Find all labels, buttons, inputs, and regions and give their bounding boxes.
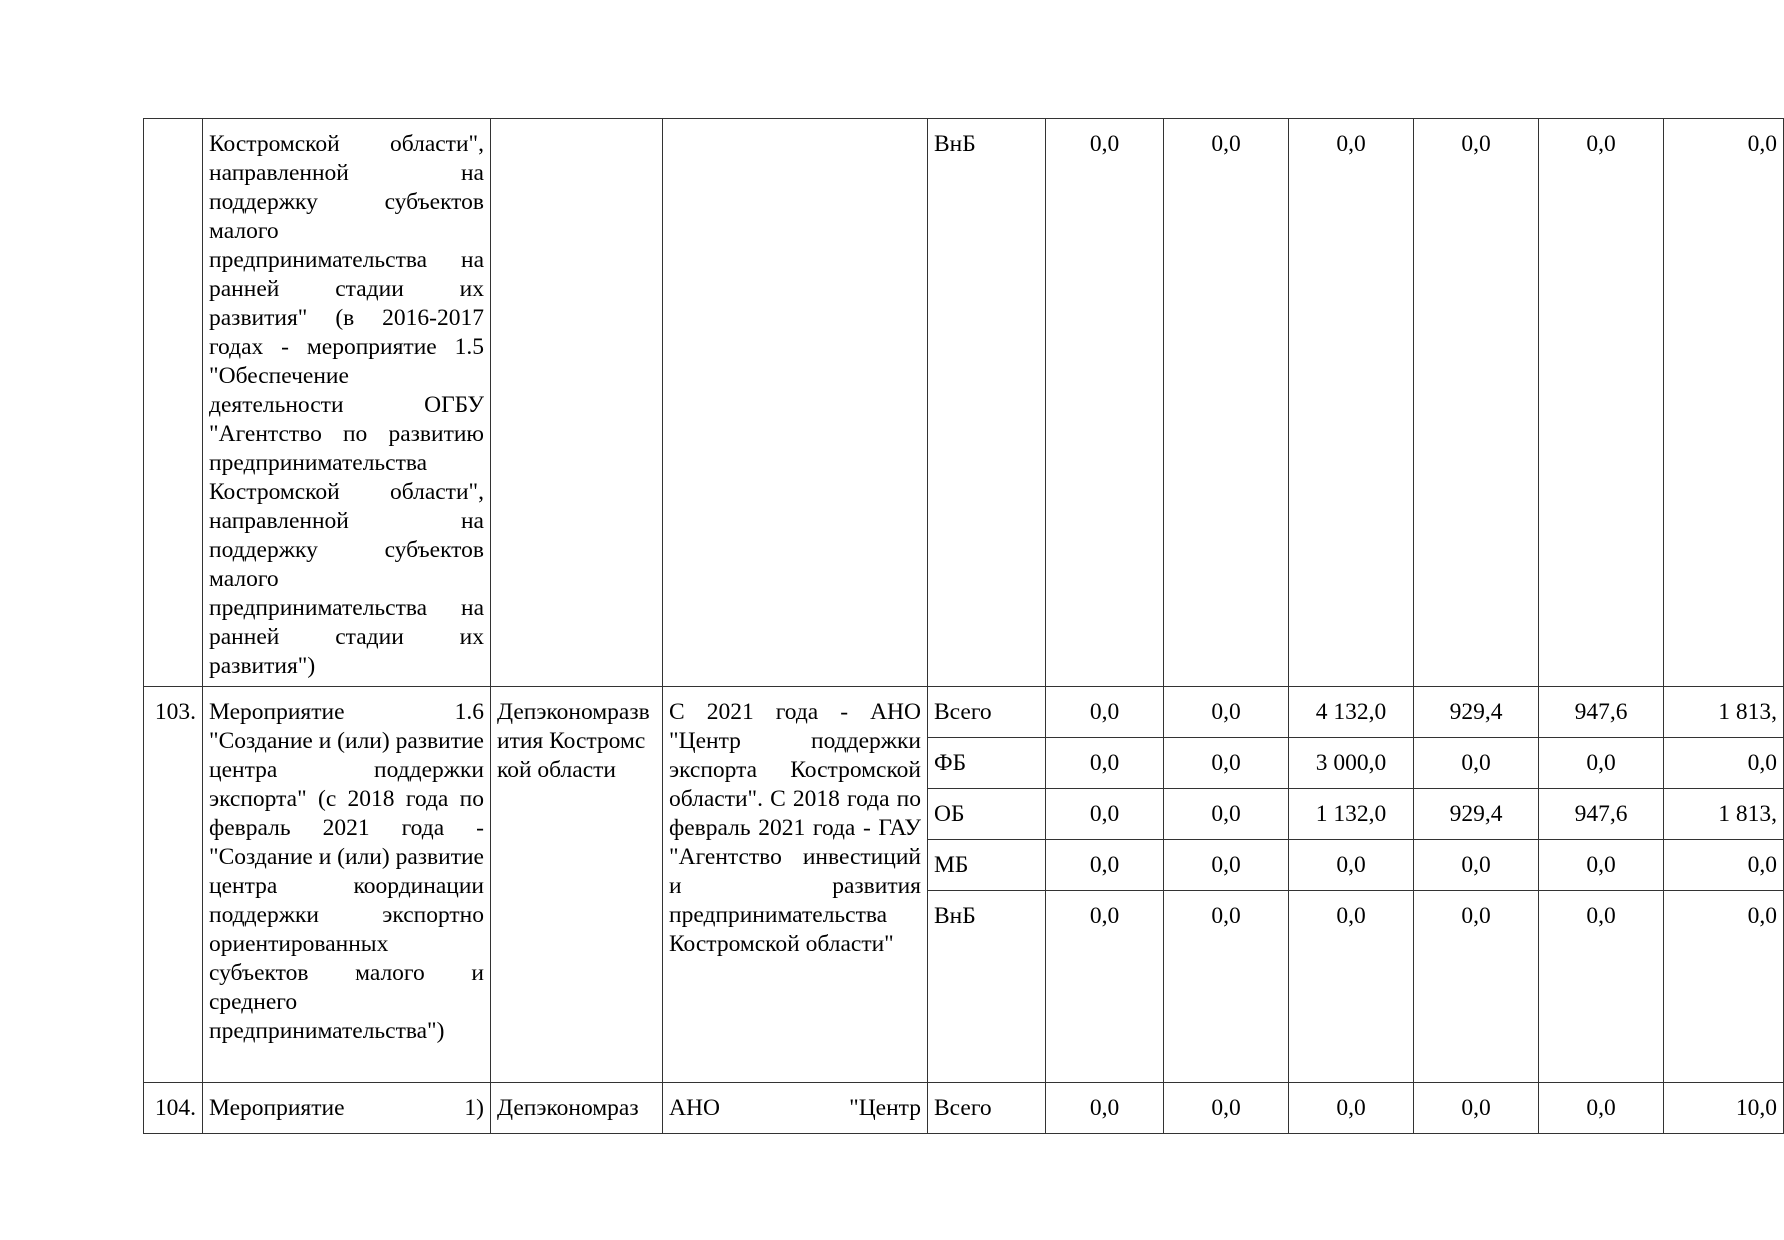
funding-value: 929,4	[1414, 687, 1539, 738]
funding-value: 0,0	[1164, 738, 1289, 789]
funding-value: 0,0	[1414, 891, 1539, 1083]
table-row	[144, 1083, 1784, 1134]
funding-value: 3 000,0	[1289, 738, 1414, 789]
funding-value: 0,0	[1289, 891, 1414, 1083]
measure-description: Мероприятие 1)	[203, 1083, 491, 1134]
funding-value: 0,0	[1289, 840, 1414, 891]
table-row	[144, 119, 1784, 687]
measure-description: Костромской области", направленной на поддержку субъектов малого предпринимательства на ранней стадии их развития" (в 2016-2017 годах - мероприятие 1.5 "Обеспечение деятельности ОГБУ "Агентство по развитию предпринимательства Костромской области", направленной на поддержку субъектов малого предпринимательства на ранней стадии их развития")	[203, 119, 491, 687]
funding-source: ВнБ	[928, 891, 1046, 1083]
funding-value: 0,0	[1046, 738, 1164, 789]
responsible-body: Депэкономраз	[491, 1083, 663, 1134]
funding-value: 0,0	[1046, 789, 1164, 840]
funding-value: 0,0	[1539, 891, 1664, 1083]
executor	[663, 119, 928, 687]
funding-source: ВнБ	[928, 119, 1046, 687]
funding-value: 0,0	[1046, 119, 1164, 687]
funding-value: 0,0	[1046, 1083, 1164, 1134]
row-number	[144, 119, 203, 687]
funding-value: 0,0	[1414, 119, 1539, 687]
funding-value: 0,0	[1164, 891, 1289, 1083]
funding-value: 0,0	[1539, 119, 1664, 687]
responsible-body	[491, 119, 663, 687]
funding-value: 1 813,	[1664, 789, 1784, 840]
funding-value: 947,6	[1539, 789, 1664, 840]
funding-value: 0,0	[1664, 119, 1784, 687]
funding-value: 10,0	[1664, 1083, 1784, 1134]
funding-value: 0,0	[1164, 1083, 1289, 1134]
measure-description: Мероприятие 1.6 "Создание и (или) развитие центра поддержки экспорта" (с 2018 года по февраль 2021 года - "Создание и (или) развитие центра координации поддержки экспортно ориентированных субъектов малого и среднего предпринимательства")	[203, 687, 491, 1083]
funding-value: 1 132,0	[1289, 789, 1414, 840]
executor: АНО "Центр	[663, 1083, 928, 1134]
funding-value: 0,0	[1664, 840, 1784, 891]
funding-value: 0,0	[1289, 119, 1414, 687]
funding-value: 4 132,0	[1289, 687, 1414, 738]
funding-value: 0,0	[1414, 738, 1539, 789]
funding-source: Всего	[928, 687, 1046, 738]
funding-source: Всего	[928, 1083, 1046, 1134]
funding-value: 947,6	[1539, 687, 1664, 738]
table-row	[144, 687, 1784, 738]
funding-value: 1 813,	[1664, 687, 1784, 738]
funding-source: МБ	[928, 840, 1046, 891]
funding-value: 0,0	[1046, 840, 1164, 891]
funding-value: 0,0	[1539, 1083, 1664, 1134]
funding-value: 0,0	[1539, 738, 1664, 789]
funding-value: 0,0	[1414, 1083, 1539, 1134]
funding-value: 0,0	[1164, 789, 1289, 840]
funding-value: 0,0	[1414, 840, 1539, 891]
funding-value: 0,0	[1664, 891, 1784, 1083]
row-number: 104.	[144, 1083, 203, 1134]
funding-table	[143, 118, 1784, 1134]
row-number: 103.	[144, 687, 203, 1083]
funding-source: ФБ	[928, 738, 1046, 789]
funding-source: ОБ	[928, 789, 1046, 840]
funding-value: 0,0	[1164, 687, 1289, 738]
funding-value: 929,4	[1414, 789, 1539, 840]
funding-value: 0,0	[1164, 119, 1289, 687]
funding-value: 0,0	[1664, 738, 1784, 789]
funding-value: 0,0	[1046, 687, 1164, 738]
funding-value: 0,0	[1164, 840, 1289, 891]
funding-value: 0,0	[1289, 1083, 1414, 1134]
funding-value: 0,0	[1539, 840, 1664, 891]
responsible-body: Депэкономразвития Костромской области	[491, 687, 663, 1083]
executor: С 2021 года - АНО "Центр поддержки экспорта Костромской области". С 2018 года по февраль 2021 года - ГАУ "Агентство инвестиций и развития предпринимательства Костромской области"	[663, 687, 928, 1083]
funding-value: 0,0	[1046, 891, 1164, 1083]
